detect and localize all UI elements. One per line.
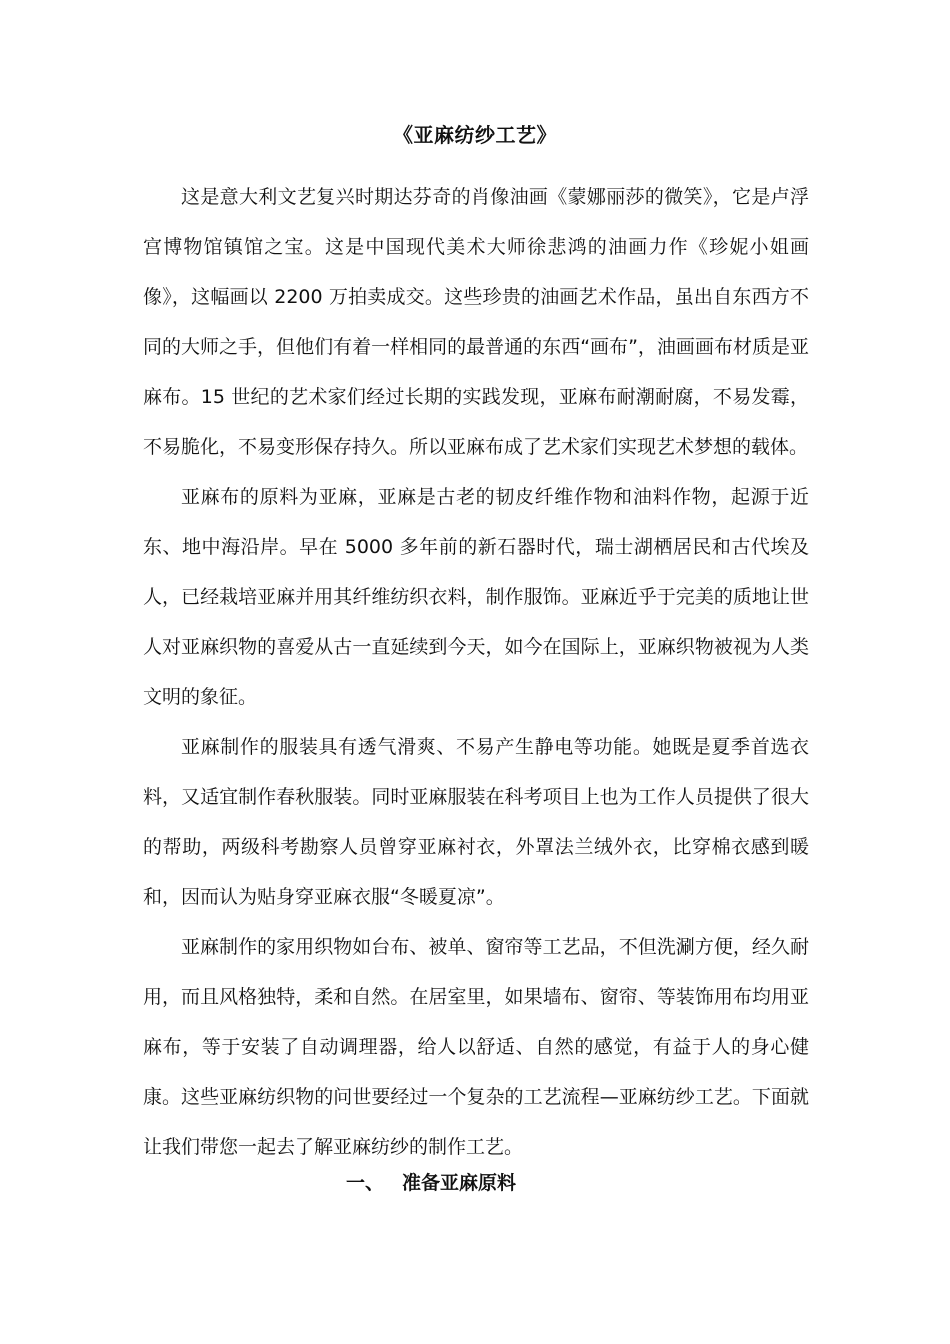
paragraph-linen-clothing: 亚麻制作的服装具有透气滑爽、不易产生静电等功能。她既是夏季首选衣料，又适宜制作春秋服装。同时亚麻服装在科考项目上也为工作人员提供了很大的帮助，两级科考勘察人员曾穿亚麻衬衣，外罩法兰绒外衣，比穿棉衣感到暖和，因而认为贴身穿亚麻衣服“冬暖夏凉”。 <box>143 736 809 908</box>
paragraph-mona-lisa-linen-canvas: 这是意大利文艺复兴时期达芬奇的肖像油画《蒙娜丽莎的微笑》，它是卢浮宫博物馆镇馆之宝。这是中国现代美术大师徐悲鸿的油画力作《珍妮小姐画像》，这幅画以 2200 万拍卖成交。这些珍贵的油画艺术作品，虽出自东西方不同的大师之手，但他们有着一样相同的最普通的东西“画布”，油画画布材质是亚麻布。15 世纪的艺术家们经过长期的实践发现，亚麻布耐潮耐腐，不易发霉，不易脆化，不易变形保存持久。所以亚麻布成了艺术家们实现艺术梦想的载体。 <box>143 186 809 458</box>
section-heading <box>346 1169 516 1197</box>
paragraph-linen-origin: 亚麻布的原料为亚麻，亚麻是古老的韧皮纤维作物和油料作物，起源于近东、地中海沿岸。早在 5000 多年前的新石器时代，瑞士湖栖居民和古代埃及人，已经栽培亚麻并用其纤维纺织衣料，制作服饰。亚麻近乎于完美的质地让世人对亚麻织物的喜爱从古一直延续到今天，如今在国际上，亚麻织物被视为人类文明的象征。 <box>143 486 809 708</box>
paragraph-linen-home-textiles: 亚麻制作的家用织物如台布、被单、窗帘等工艺品，不但洗涮方便，经久耐用，而且风格独特，柔和自然。在居室里，如果墙布、窗帘、等装饰用布均用亚麻布，等于安装了自动调理器，给人以舒适、自然的感觉，有益于人的身心健康。这些亚麻纺织物的问世要经过一个复杂的工艺流程—亚麻纺纱工艺。下面就让我们带您一起去了解亚麻纺纱的制作工艺。 <box>143 936 809 1158</box>
document-body <box>143 172 809 1172</box>
section-title: 准备亚麻原料 <box>402 1172 517 1194</box>
document-title: 《亚麻纺纱工艺》 <box>393 123 557 147</box>
section-number: 一、 <box>346 1172 385 1194</box>
